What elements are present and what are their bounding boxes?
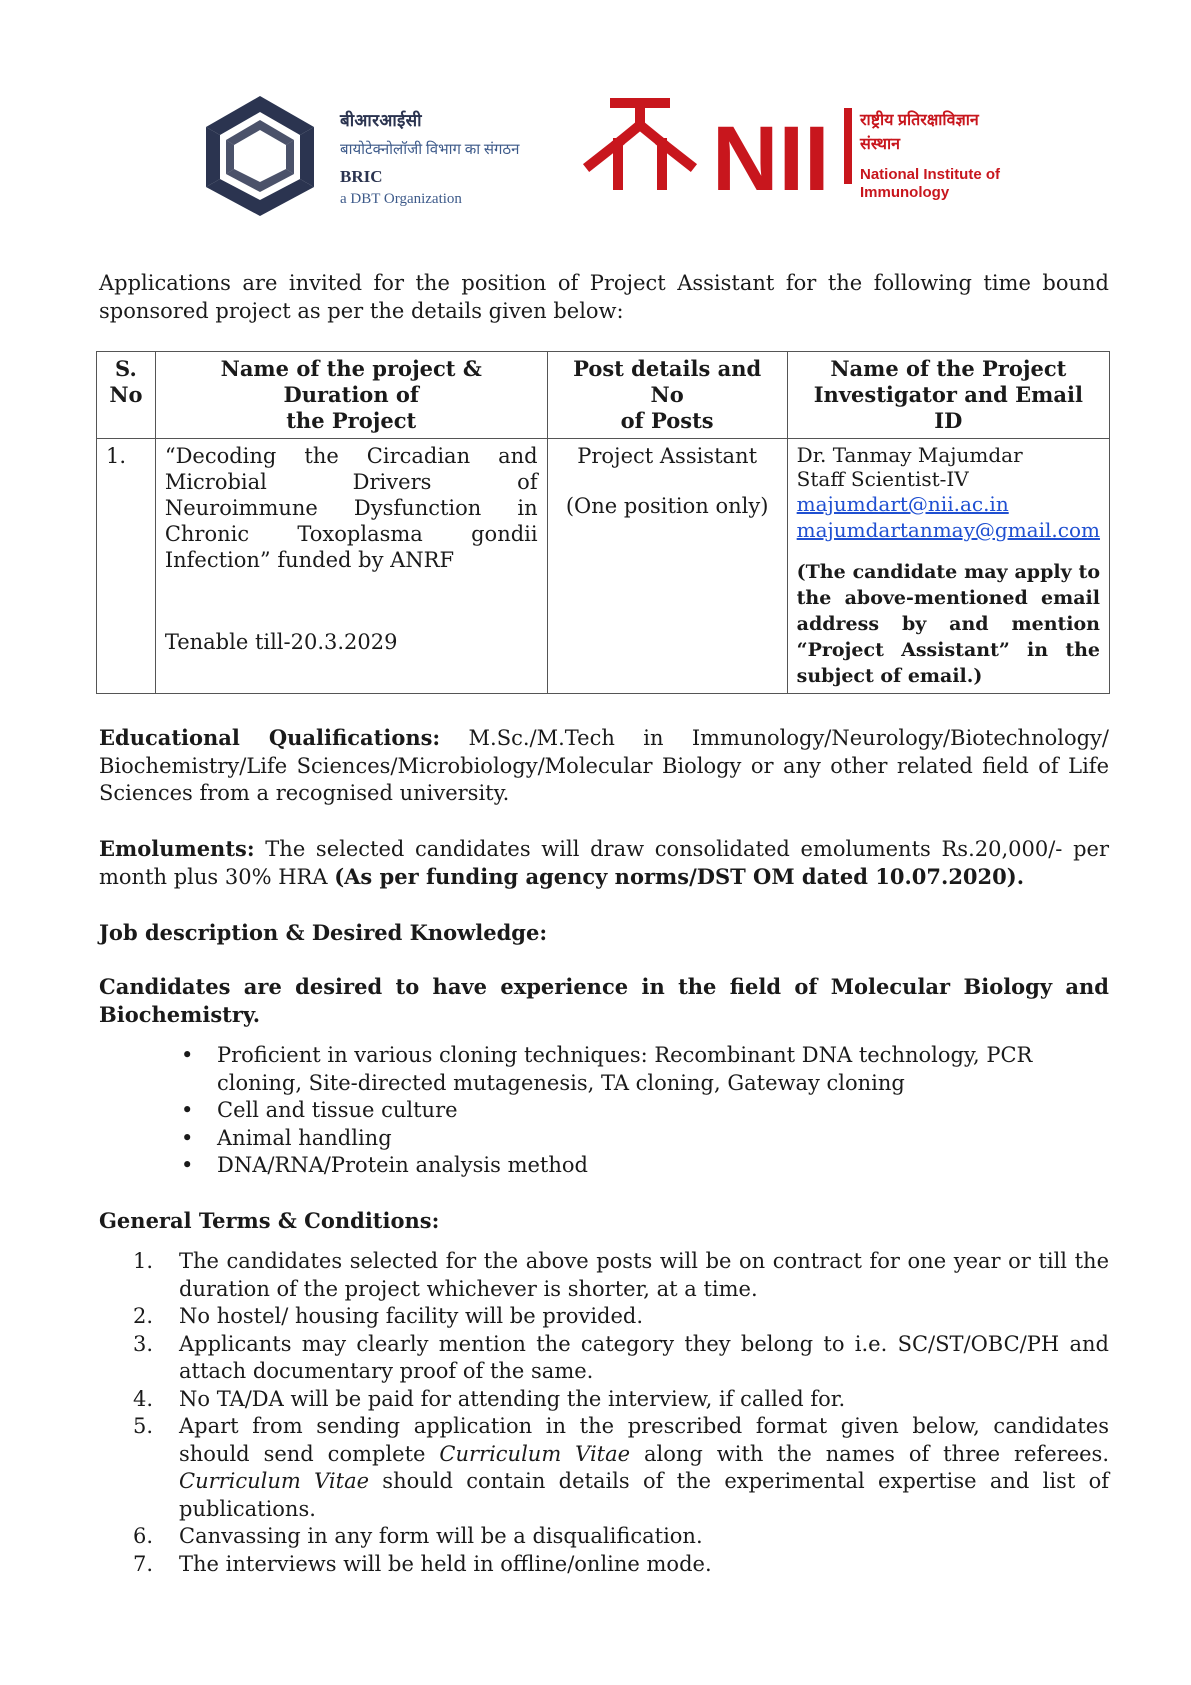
position-table (96, 351, 1110, 694)
job-heading: Job description & Desired Knowledge: (99, 919, 548, 945)
header-sno (97, 352, 156, 439)
bric-wordmark (340, 108, 519, 208)
intro-paragraph: Applications are invited for the position of Project Assistant for the following time bound sponsored project as per the details given below: (99, 271, 1109, 323)
cell-project (155, 439, 547, 694)
qualifications-paragraph (99, 724, 1109, 808)
header-sno-line1: S. (115, 356, 137, 381)
term-cv-italic: Curriculum Vitae (439, 1441, 631, 1466)
emoluments-label: Emoluments: (99, 835, 255, 861)
term-number: 5. (133, 1414, 154, 1438)
term-number: 3. (133, 1331, 154, 1356)
letterhead (190, 90, 1020, 220)
header-post-line1: Post details and No (573, 356, 762, 407)
bric-hindi-tagline: बायोटेक्नोलॉजी विभाग का संगठन (340, 142, 520, 158)
desired-experience: Candidates are desired to have experience in the field of Molecular Biology and Biochemistry. (99, 974, 1109, 1027)
terms-list (99, 1248, 1109, 1578)
header-pi-line1: Name of the Project (830, 356, 1067, 381)
header-sno-line2: No (109, 382, 143, 407)
term-text: No TA/DA will be paid for attending the interview, if called for. (179, 1386, 846, 1411)
bric-name: BRIC (340, 167, 383, 186)
nii-hindi-name-2: संस्थान (860, 136, 900, 153)
terms-heading: General Terms & Conditions: (99, 1207, 440, 1233)
qualifications-label: Educational Qualifications: (99, 725, 441, 750)
term-text: The candidates selected for the above posts will be on contract for one year or till the duration of the project whichever is shorter, at a time. (179, 1249, 1109, 1301)
qualifications-text: M.Sc./M.Tech in Immunology/Neurology/Biotechnology/ Biochemistry/Life Sciences/Microbiology/Molecular Biology or any other related field of Life Sciences from a recognised university. (99, 726, 1109, 805)
header-project-line1: Name of the project & Duration of (220, 356, 482, 407)
bric-logo-icon (190, 90, 330, 220)
cell-sno: 1. (97, 439, 156, 694)
cell-post (547, 439, 787, 694)
list-item (133, 1523, 1109, 1551)
list-item: • Proficient in various cloning techniques: Recombinant DNA technology, PCR cloning, Site-directed mutagenesis, TA cloning, Gateway cloning (217, 1042, 1109, 1097)
term-text: No hostel/ housing facility will be provided. (179, 1304, 644, 1328)
term-number: 2. (133, 1304, 154, 1328)
project-tenure: Tenable till-20.3.2029 (164, 630, 398, 654)
skills-list (99, 1042, 1109, 1180)
nii-divider (844, 108, 852, 184)
term-cv-italic: Curriculum Vitae (179, 1469, 370, 1493)
table-header-row (97, 352, 1110, 439)
term-text-b: along with the names of three referees. (630, 1441, 1109, 1466)
list-item: • DNA/RNA/Protein analysis method (217, 1152, 1109, 1180)
nii-hindi-name-1: राष्ट्रीय प्रतिरक्षाविज्ञान (860, 112, 979, 129)
term-text-a: Apart from sending application in the prescribed format given below, candidates should send complete (179, 1414, 1109, 1466)
header-post (547, 352, 787, 439)
list-item (133, 1551, 1109, 1579)
list-item (133, 1303, 1109, 1331)
nii-english-name-1: National Institute of (860, 166, 1000, 183)
nii-english-name-2: Immunology (860, 184, 950, 201)
emoluments-text: The selected candidates will draw consolidated emoluments Rs.20,000/- per month plus 30% HRA (99, 836, 1109, 889)
nii-logo-icon (570, 95, 840, 205)
nii-name-block (860, 108, 1000, 201)
bric-hindi-name: बीआरआईसी (340, 111, 422, 130)
emoluments-paragraph (99, 835, 1109, 892)
application-note: (The candidate may apply to the above-mentioned email address by and mention “Project Assistant” in the subject of email.) (796, 561, 1100, 687)
post-count: (One position only) (565, 494, 769, 518)
list-item (133, 1331, 1109, 1386)
term-number: 7. (133, 1551, 154, 1576)
term-text: Applicants may clearly mention the category they belong to i.e. SC/ST/OBC/PH and attach documentary proof of the same. (179, 1331, 1109, 1383)
header-pi (787, 352, 1109, 439)
header-project (155, 352, 547, 439)
term-text-c: should contain details of the experimental expertise and list of publications. (179, 1469, 1109, 1521)
post-title: Project Assistant (577, 444, 758, 468)
project-title: “Decoding the Circadian and Microbial Drivers of Neuroimmune Dysfunction in Chronic Toxoplasma gondii Infection” funded by ANRF (164, 444, 538, 572)
pi-name: Dr. Tanmay Majumdar (796, 443, 1023, 467)
term-number: 1. (133, 1249, 154, 1273)
list-item: • Animal handling (217, 1125, 1109, 1153)
header-pi-line2: Investigator and Email ID (813, 382, 1083, 433)
header-post-line2: of Posts (620, 408, 714, 433)
bric-tagline: a DBT Organization (340, 191, 462, 207)
list-item (133, 1248, 1109, 1303)
nii-wordmark: NII (712, 108, 830, 205)
table-row (97, 439, 1110, 694)
list-item (133, 1413, 1109, 1523)
term-number: 4. (133, 1386, 154, 1411)
list-item: • Cell and tissue culture (217, 1097, 1109, 1125)
list-item (133, 1386, 1109, 1414)
term-text: Canvassing in any form will be a disqualification. (179, 1524, 703, 1548)
term-number: 6. (133, 1524, 154, 1548)
emoluments-norms: (As per funding agency norms/DST OM dated 10.07.2020). (334, 864, 1025, 889)
advertisement-body (99, 270, 1109, 1578)
term-text: The interviews will be held in offline/online mode. (179, 1551, 712, 1576)
email-link-gmail[interactable]: majumdartanmay@gmail.com (796, 518, 1100, 542)
pi-designation: Staff Scientist-IV (796, 467, 969, 491)
cell-pi (787, 439, 1109, 694)
header-project-line2: the Project (286, 408, 417, 433)
email-link-nii[interactable]: majumdart@nii.ac.in (796, 492, 1009, 516)
